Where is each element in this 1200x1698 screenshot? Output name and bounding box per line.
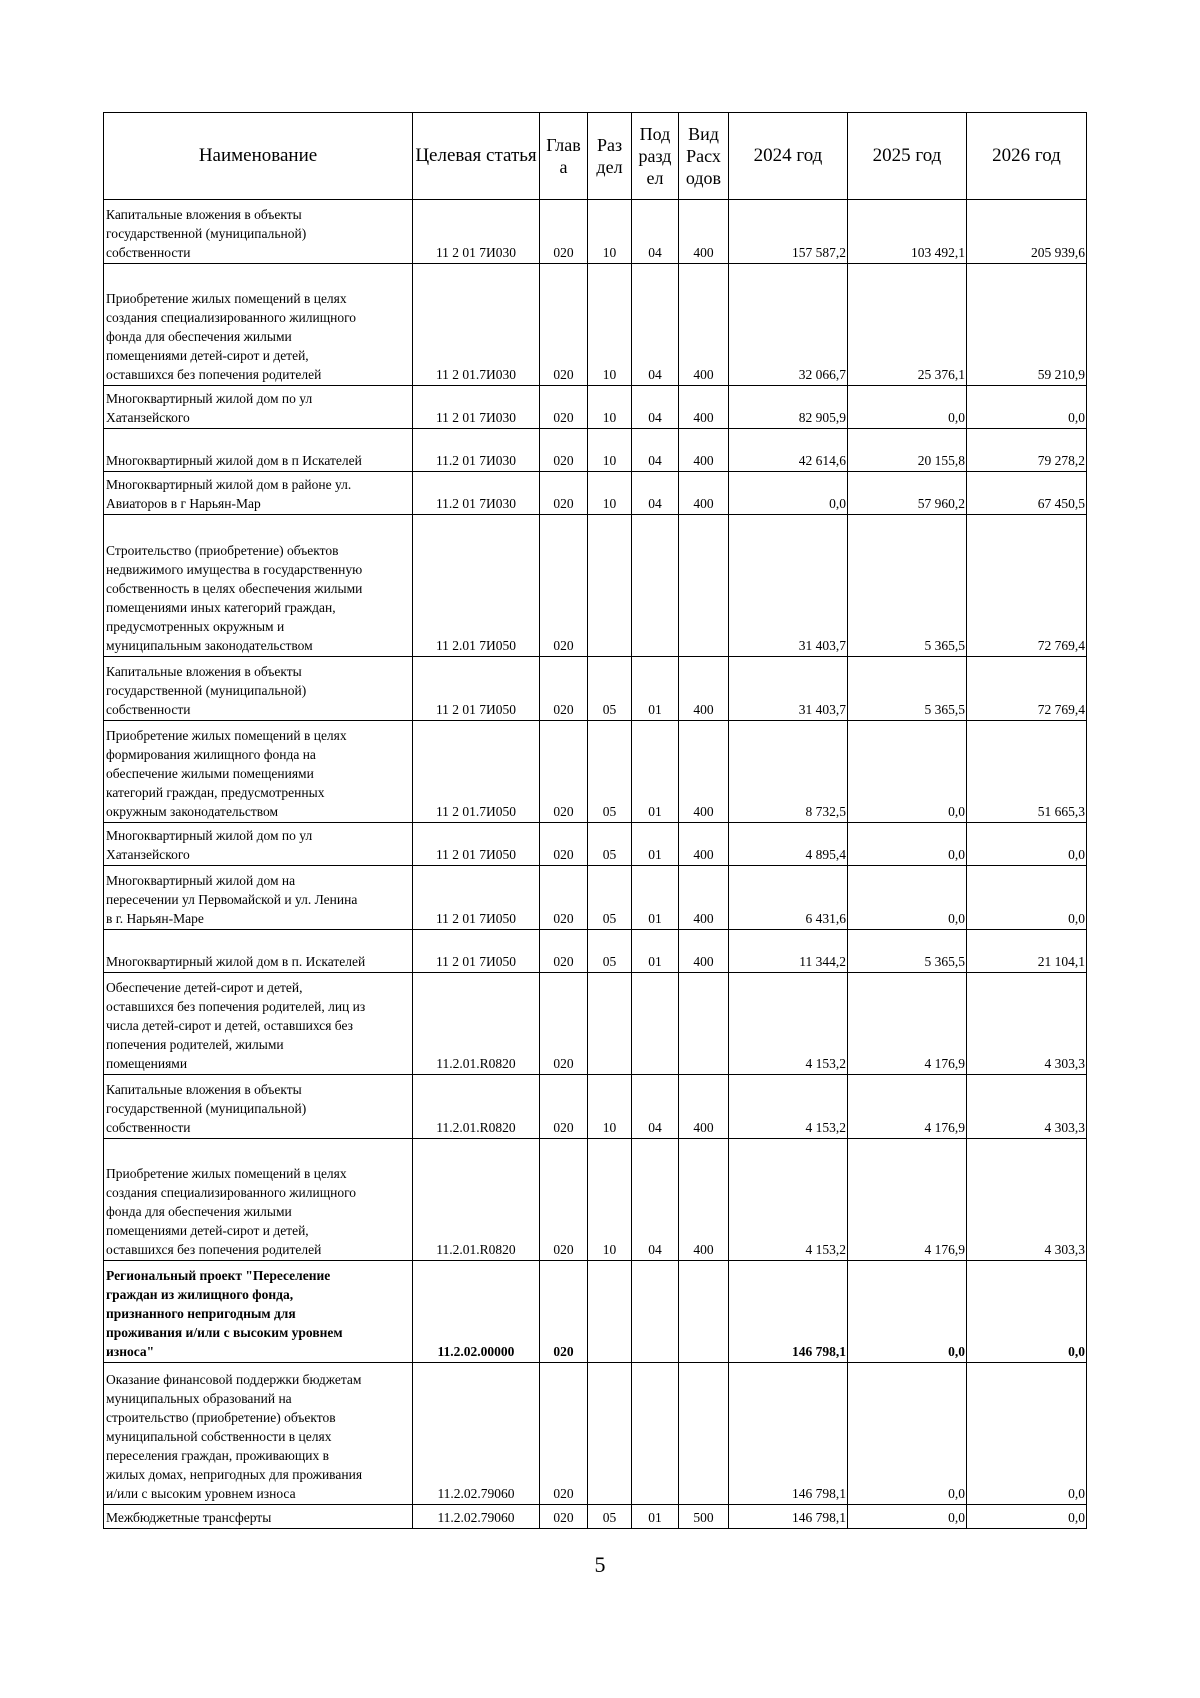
cell-amount-2026: 205 939,6 xyxy=(967,200,1087,264)
header-target-article: Целевая статья xyxy=(413,113,540,200)
cell-amount-2025: 20 155,8 xyxy=(848,429,967,472)
cell-chapter: 020 xyxy=(540,657,588,721)
cell-subsection: 04 xyxy=(632,200,679,264)
header-expense-type: Вид Расх одов xyxy=(679,113,729,200)
cell-chapter: 020 xyxy=(540,264,588,386)
table-row xyxy=(104,1075,1087,1139)
header-chapter: Глав а xyxy=(540,113,588,200)
table-row xyxy=(104,866,1087,930)
cell-subsection: 01 xyxy=(632,823,679,866)
cell-name: Многоквартирный жилой дом в районе ул. Авиаторов в г Нарьян-Мар xyxy=(104,472,413,515)
cell-section: 10 xyxy=(588,429,632,472)
cell-name: Капитальные вложения в объекты государственной (муниципальной) собственности xyxy=(104,1075,413,1139)
cell-expense-type: 400 xyxy=(679,264,729,386)
cell-section: 10 xyxy=(588,264,632,386)
cell-amount-2024: 146 798,1 xyxy=(729,1261,848,1363)
cell-amount-2024: 6 431,6 xyxy=(729,866,848,930)
cell-section: 05 xyxy=(588,930,632,973)
cell-subsection: 04 xyxy=(632,1075,679,1139)
cell-subsection: 01 xyxy=(632,930,679,973)
cell-section: 05 xyxy=(588,721,632,823)
cell-target-article: 11.2 01 7И030 xyxy=(413,429,540,472)
cell-chapter: 020 xyxy=(540,823,588,866)
cell-target-article: 11 2 01 7И030 xyxy=(413,386,540,429)
cell-expense-type: 400 xyxy=(679,386,729,429)
cell-chapter: 020 xyxy=(540,866,588,930)
cell-amount-2025: 0,0 xyxy=(848,1505,967,1529)
cell-amount-2024: 4 895,4 xyxy=(729,823,848,866)
cell-amount-2024: 42 614,6 xyxy=(729,429,848,472)
cell-subsection: 04 xyxy=(632,386,679,429)
cell-section: 10 xyxy=(588,1075,632,1139)
cell-amount-2024: 4 153,2 xyxy=(729,973,848,1075)
cell-chapter: 020 xyxy=(540,930,588,973)
cell-name: Строительство (приобретение) объектов недвижимого имущества в государственную собственность в целях обеспечения жилыми помещениями иных категорий граждан, предусмотренных окружным и муниципальным законодательством xyxy=(104,515,413,657)
cell-chapter: 020 xyxy=(540,386,588,429)
table-row xyxy=(104,823,1087,866)
cell-amount-2025: 5 365,5 xyxy=(848,515,967,657)
cell-name: Многоквартирный жилой дом в п. Искателей xyxy=(104,930,413,973)
header-subsection: Под разд ел xyxy=(632,113,679,200)
cell-amount-2025: 0,0 xyxy=(848,1363,967,1505)
cell-section: 05 xyxy=(588,866,632,930)
cell-amount-2026: 0,0 xyxy=(967,1363,1087,1505)
cell-target-article: 11 2 01.7И030 xyxy=(413,264,540,386)
cell-amount-2024: 82 905,9 xyxy=(729,386,848,429)
cell-amount-2026: 51 665,3 xyxy=(967,721,1087,823)
cell-amount-2024: 4 153,2 xyxy=(729,1139,848,1261)
cell-section xyxy=(588,973,632,1075)
cell-amount-2024: 31 403,7 xyxy=(729,515,848,657)
cell-section: 10 xyxy=(588,386,632,429)
cell-target-article: 11 2 01 7И050 xyxy=(413,866,540,930)
cell-chapter: 020 xyxy=(540,515,588,657)
cell-amount-2026: 4 303,3 xyxy=(967,1139,1087,1261)
cell-amount-2024: 146 798,1 xyxy=(729,1363,848,1505)
header-year-2026: 2026 год xyxy=(967,113,1087,200)
cell-target-article: 11 2 01 7И050 xyxy=(413,930,540,973)
cell-target-article: 11.2.01.R0820 xyxy=(413,973,540,1075)
budget-table xyxy=(103,112,1087,1529)
table-row xyxy=(104,386,1087,429)
cell-target-article: 11 2 01.7И050 xyxy=(413,721,540,823)
cell-name: Приобретение жилых помещений в целях создания специализированного жилищного фонда для обеспечения жилыми помещениями детей-сирот и детей, оставшихся без попечения родителей xyxy=(104,264,413,386)
table-row xyxy=(104,429,1087,472)
cell-chapter: 020 xyxy=(540,1139,588,1261)
cell-amount-2024: 146 798,1 xyxy=(729,1505,848,1529)
cell-subsection xyxy=(632,973,679,1075)
cell-target-article: 11 2.01 7И050 xyxy=(413,515,540,657)
cell-target-article: 11 2 01 7И030 xyxy=(413,200,540,264)
cell-amount-2024: 8 732,5 xyxy=(729,721,848,823)
table-row xyxy=(104,657,1087,721)
cell-amount-2025: 4 176,9 xyxy=(848,973,967,1075)
cell-amount-2026: 0,0 xyxy=(967,1261,1087,1363)
cell-subsection: 01 xyxy=(632,721,679,823)
cell-section: 05 xyxy=(588,823,632,866)
cell-chapter: 020 xyxy=(540,200,588,264)
cell-target-article: 11.2.02.00000 xyxy=(413,1261,540,1363)
table-row xyxy=(104,472,1087,515)
cell-expense-type: 400 xyxy=(679,1075,729,1139)
cell-target-article: 11 2 01 7И050 xyxy=(413,823,540,866)
cell-subsection: 04 xyxy=(632,264,679,386)
cell-section: 10 xyxy=(588,1139,632,1261)
table-row xyxy=(104,1363,1087,1505)
cell-amount-2026: 0,0 xyxy=(967,866,1087,930)
cell-amount-2026: 59 210,9 xyxy=(967,264,1087,386)
cell-name: Приобретение жилых помещений в целях формирования жилищного фонда на обеспечение жилыми помещениями категорий граждан, предусмотренных окружным законодательством xyxy=(104,721,413,823)
cell-expense-type xyxy=(679,515,729,657)
cell-section xyxy=(588,1363,632,1505)
cell-amount-2025: 25 376,1 xyxy=(848,264,967,386)
cell-amount-2025: 4 176,9 xyxy=(848,1139,967,1261)
table-row xyxy=(104,200,1087,264)
cell-amount-2025: 0,0 xyxy=(848,1261,967,1363)
cell-expense-type: 400 xyxy=(679,429,729,472)
header-year-2024: 2024 год xyxy=(729,113,848,200)
table-row xyxy=(104,1505,1087,1529)
cell-section: 05 xyxy=(588,1505,632,1529)
cell-amount-2026: 67 450,5 xyxy=(967,472,1087,515)
table-body xyxy=(104,200,1087,1529)
table-row xyxy=(104,1261,1087,1363)
cell-target-article: 11.2.02.79060 xyxy=(413,1363,540,1505)
cell-subsection xyxy=(632,1261,679,1363)
table-row xyxy=(104,930,1087,973)
cell-expense-type: 400 xyxy=(679,472,729,515)
cell-subsection xyxy=(632,1363,679,1505)
cell-name: Региональный проект "Переселение граждан из жилищного фонда, признанного непригодным для проживания и/или с высоким уровнем износа" xyxy=(104,1261,413,1363)
cell-amount-2025: 4 176,9 xyxy=(848,1075,967,1139)
cell-expense-type xyxy=(679,1261,729,1363)
cell-expense-type xyxy=(679,1363,729,1505)
cell-name: Приобретение жилых помещений в целях создания специализированного жилищного фонда для обеспечения жилыми помещениями детей-сирот и детей, оставшихся без попечения родителей xyxy=(104,1139,413,1261)
table-row xyxy=(104,721,1087,823)
header-year-2025: 2025 год xyxy=(848,113,967,200)
cell-amount-2025: 0,0 xyxy=(848,866,967,930)
cell-amount-2025: 5 365,5 xyxy=(848,657,967,721)
cell-subsection: 04 xyxy=(632,1139,679,1261)
cell-subsection: 04 xyxy=(632,472,679,515)
cell-amount-2025: 0,0 xyxy=(848,721,967,823)
table-row xyxy=(104,973,1087,1075)
cell-section: 10 xyxy=(588,200,632,264)
cell-chapter: 020 xyxy=(540,429,588,472)
cell-section xyxy=(588,515,632,657)
cell-target-article: 11 2 01 7И050 xyxy=(413,657,540,721)
cell-expense-type: 400 xyxy=(679,200,729,264)
cell-amount-2026: 72 769,4 xyxy=(967,657,1087,721)
cell-expense-type: 400 xyxy=(679,823,729,866)
table-row xyxy=(104,264,1087,386)
cell-chapter: 020 xyxy=(540,1261,588,1363)
cell-amount-2026: 0,0 xyxy=(967,386,1087,429)
cell-chapter: 020 xyxy=(540,1363,588,1505)
cell-amount-2026: 0,0 xyxy=(967,1505,1087,1529)
cell-amount-2024: 157 587,2 xyxy=(729,200,848,264)
cell-name: Многоквартирный жилой дом по ул Хатанзейского xyxy=(104,823,413,866)
cell-name: Обеспечение детей-сирот и детей, оставшихся без попечения родителей, лиц из числа детей-сирот и детей, оставшихся без попечения родителей, жилыми помещениями xyxy=(104,973,413,1075)
cell-subsection xyxy=(632,515,679,657)
cell-amount-2024: 11 344,2 xyxy=(729,930,848,973)
cell-chapter: 020 xyxy=(540,973,588,1075)
cell-section: 10 xyxy=(588,472,632,515)
cell-chapter: 020 xyxy=(540,1505,588,1529)
cell-amount-2024: 31 403,7 xyxy=(729,657,848,721)
cell-target-article: 11.2.01.R0820 xyxy=(413,1075,540,1139)
cell-amount-2025: 5 365,5 xyxy=(848,930,967,973)
page-number: 5 xyxy=(594,1552,606,1577)
cell-amount-2026: 79 278,2 xyxy=(967,429,1087,472)
table-header-row xyxy=(104,113,1087,200)
cell-name: Капитальные вложения в объекты государственной (муниципальной) собственности xyxy=(104,657,413,721)
cell-amount-2025: 103 492,1 xyxy=(848,200,967,264)
cell-section: 05 xyxy=(588,657,632,721)
cell-amount-2025: 0,0 xyxy=(848,386,967,429)
cell-expense-type xyxy=(679,973,729,1075)
cell-amount-2024: 32 066,7 xyxy=(729,264,848,386)
cell-name: Многоквартирный жилой дом на пересечении ул Первомайской и ул. Ленина в г. Нарьян-Маре xyxy=(104,866,413,930)
cell-amount-2025: 0,0 xyxy=(848,823,967,866)
table-row xyxy=(104,1139,1087,1261)
table-row xyxy=(104,515,1087,657)
cell-amount-2026: 21 104,1 xyxy=(967,930,1087,973)
cell-amount-2024: 4 153,2 xyxy=(729,1075,848,1139)
cell-amount-2026: 72 769,4 xyxy=(967,515,1087,657)
cell-subsection: 04 xyxy=(632,429,679,472)
cell-expense-type: 500 xyxy=(679,1505,729,1529)
cell-amount-2025: 57 960,2 xyxy=(848,472,967,515)
cell-amount-2026: 0,0 xyxy=(967,823,1087,866)
cell-name: Многоквартирный жилой дом в п Искателей xyxy=(104,429,413,472)
cell-chapter: 020 xyxy=(540,472,588,515)
cell-name: Многоквартирный жилой дом по ул Хатанзейского xyxy=(104,386,413,429)
cell-expense-type: 400 xyxy=(679,1139,729,1261)
cell-expense-type: 400 xyxy=(679,866,729,930)
cell-name: Межбюджетные трансферты xyxy=(104,1505,413,1529)
cell-target-article: 11.2 01 7И030 xyxy=(413,472,540,515)
cell-subsection: 01 xyxy=(632,1505,679,1529)
cell-subsection: 01 xyxy=(632,866,679,930)
cell-expense-type: 400 xyxy=(679,657,729,721)
header-name: Наименование xyxy=(104,113,413,200)
cell-target-article: 11.2.01.R0820 xyxy=(413,1139,540,1261)
cell-target-article: 11.2.02.79060 xyxy=(413,1505,540,1529)
cell-chapter: 020 xyxy=(540,721,588,823)
header-section: Раз дел xyxy=(588,113,632,200)
cell-section xyxy=(588,1261,632,1363)
cell-expense-type: 400 xyxy=(679,930,729,973)
cell-amount-2026: 4 303,3 xyxy=(967,1075,1087,1139)
cell-subsection: 01 xyxy=(632,657,679,721)
cell-expense-type: 400 xyxy=(679,721,729,823)
cell-amount-2024: 0,0 xyxy=(729,472,848,515)
cell-name: Оказание финансовой поддержки бюджетам муниципальных образований на строительство (приобретение) объектов муниципальной собственности в целях переселения граждан, проживающих в жилых домах, непригодных для проживания и/или с высоким уровнем износа xyxy=(104,1363,413,1505)
cell-amount-2026: 4 303,3 xyxy=(967,973,1087,1075)
cell-chapter: 020 xyxy=(540,1075,588,1139)
cell-name: Капитальные вложения в объекты государственной (муниципальной) собственности xyxy=(104,200,413,264)
